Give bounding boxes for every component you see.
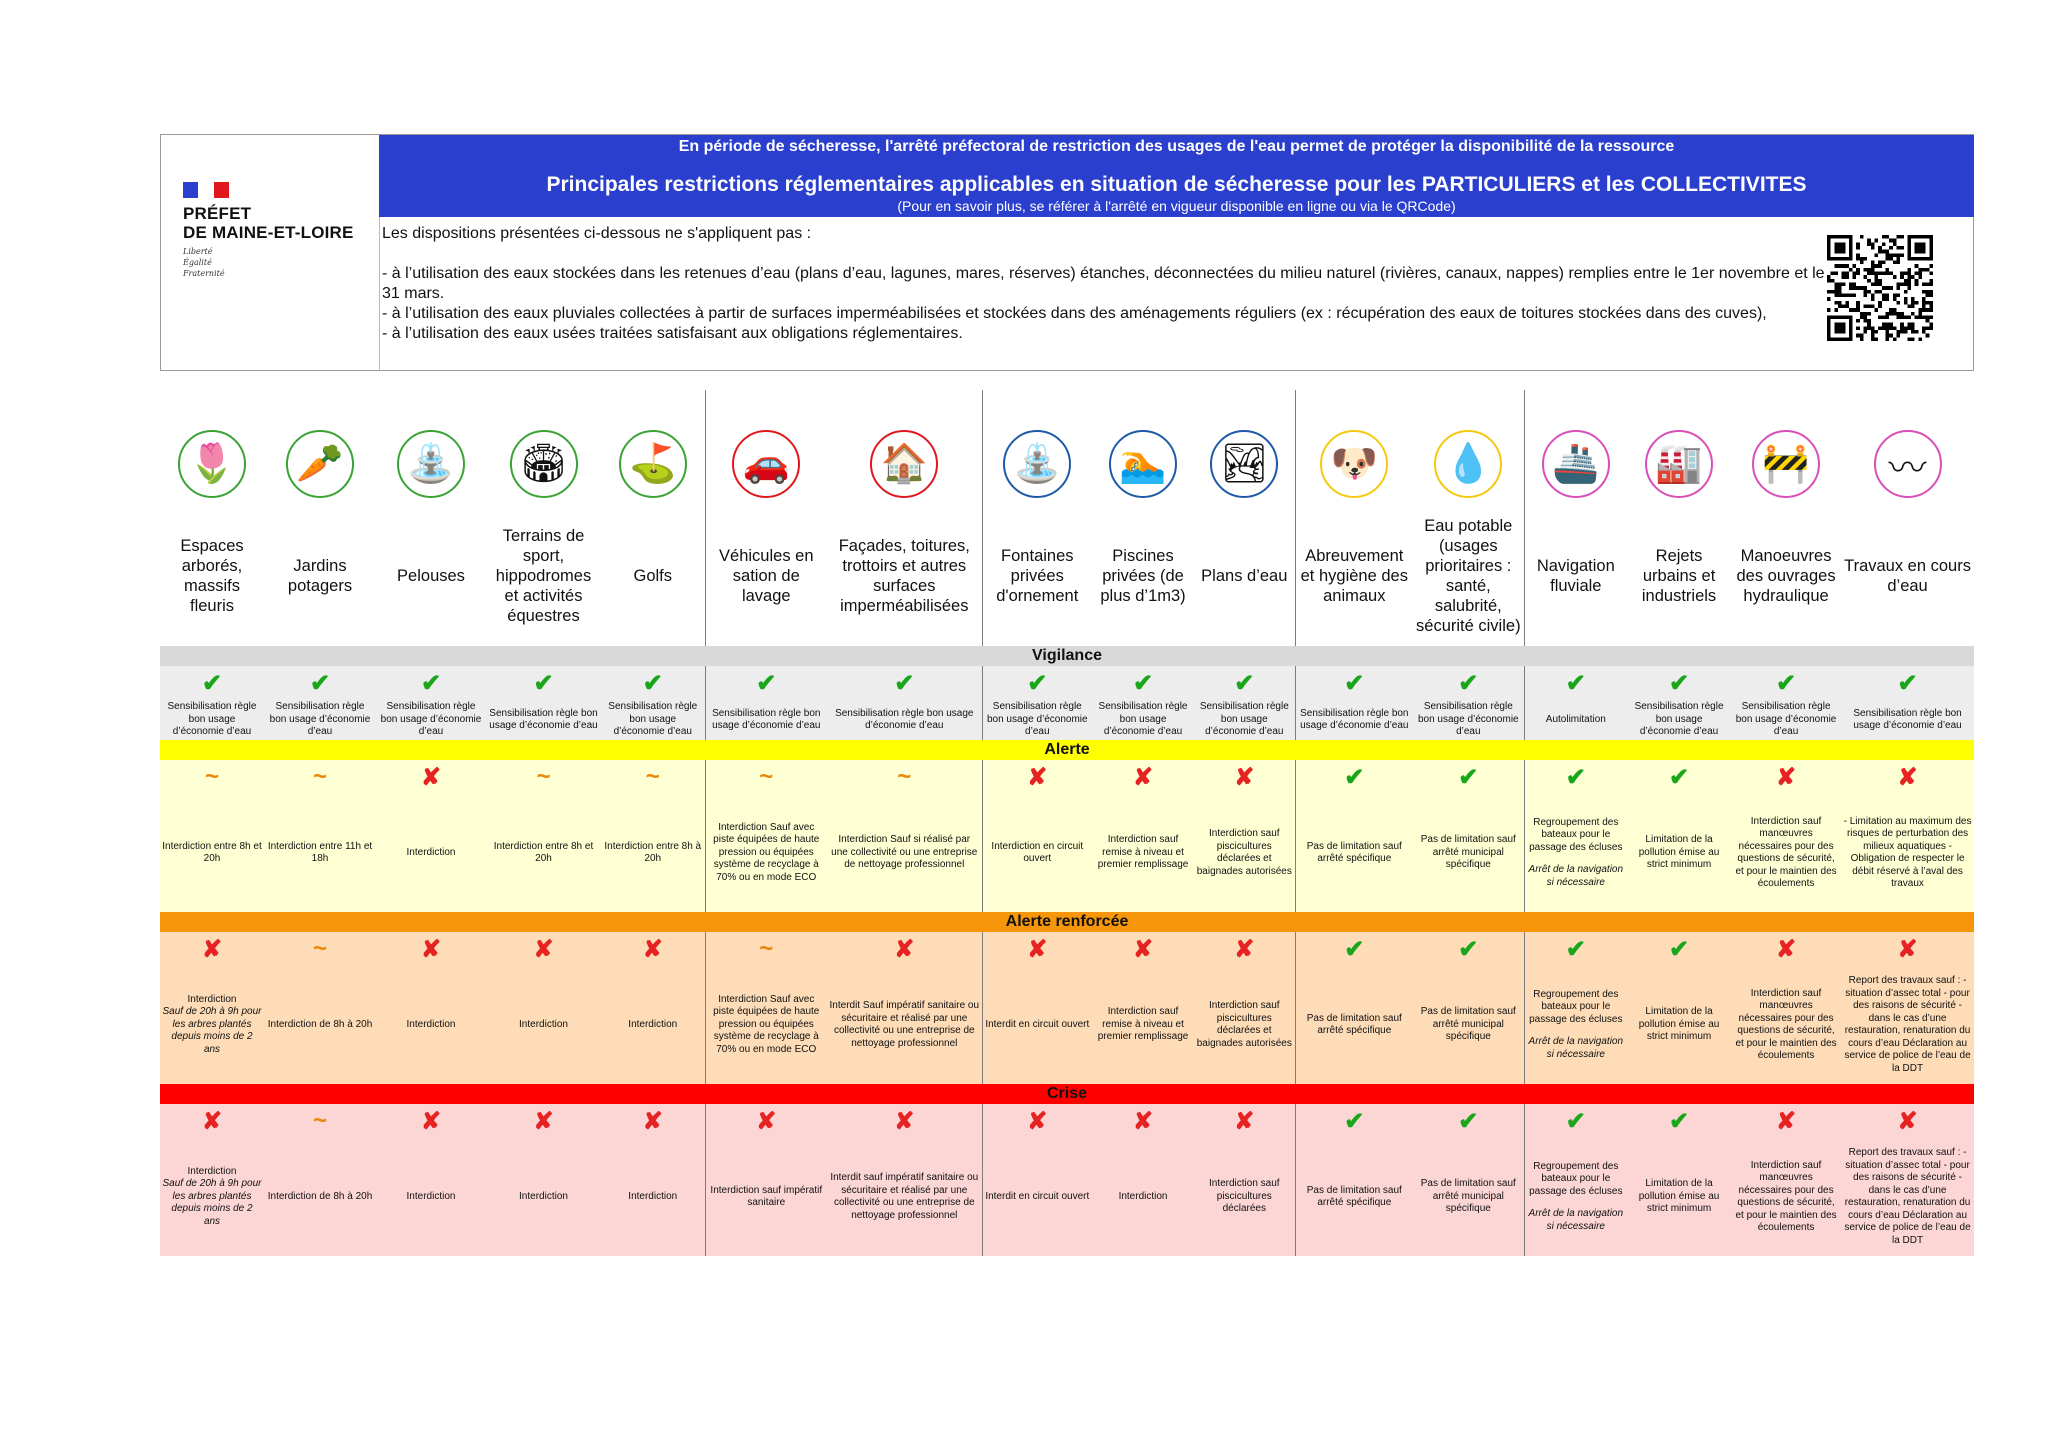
tilde-icon: ~ (264, 1104, 376, 1138)
cross-icon: ✘ (376, 1104, 486, 1138)
restriction-main: Interdiction (406, 846, 456, 858)
category-nettoyage (705, 390, 982, 422)
cross-icon: ✘ (705, 1104, 827, 1138)
cross-icon: ✘ (1731, 932, 1841, 966)
check-icon: ✔ (601, 666, 705, 700)
category-arrosage (160, 390, 705, 422)
tilde-icon: ~ (705, 760, 827, 794)
car-icon: 🚗 (732, 430, 800, 498)
restriction-text (1841, 700, 1974, 740)
french-flag-icon (183, 182, 229, 198)
tilde-icon: ~ (601, 760, 705, 794)
restriction-text (1413, 966, 1524, 1084)
restriction-main: Sensibilisation règle bon usage d’économie d’eau (167, 701, 257, 738)
restriction-text (1524, 1138, 1627, 1256)
devise-egalite: Égalité (183, 258, 212, 267)
column-label: Travaux en cours d’eau (1844, 557, 1971, 595)
check-icon: ✔ (1413, 1104, 1524, 1138)
restriction-text (705, 700, 827, 740)
check-icon: ✔ (376, 666, 486, 700)
column-label: Jardins potagers (287, 557, 353, 595)
cross-icon: ✘ (1841, 760, 1974, 794)
restriction-main: Interdiction entre 11h et 18h (267, 840, 373, 864)
cross-icon: ✘ (160, 932, 264, 966)
restriction-text (601, 1138, 705, 1256)
restriction-text (264, 794, 376, 912)
dispositions-intro: Les dispositions présentées ci-dessous ne s'appliquent pas : (382, 225, 812, 242)
restriction-text (160, 1138, 264, 1256)
header-panel (160, 134, 1974, 371)
restriction-main: Sensibilisation règle bon usage d’économie d’eau (1098, 701, 1188, 738)
restriction-exception: Sauf de 20h à 9h pour les arbres plantés depuis moins de 2 ans (162, 1006, 262, 1055)
icon-cell (1627, 422, 1731, 506)
icon-cell (486, 422, 601, 506)
restriction-main: Pas de limitation sauf arrêté spécifique (1306, 1012, 1402, 1036)
check-icon: ✔ (1413, 666, 1524, 700)
category-gestion-des-cours-d-eau (1524, 390, 1974, 422)
devise-fraternite: Fraternité (183, 269, 225, 278)
restriction-text (1524, 794, 1627, 912)
column-label: Piscines privées (de plus d’1m3) (1100, 547, 1186, 605)
restriction-main: Interdiction de 8h à 20h (267, 1018, 373, 1030)
restriction-exception: Arrêt de la navigation si nécessaire (1528, 864, 1624, 888)
column-label: Plans d’eau (1201, 567, 1288, 585)
restriction-main: Interdiction (519, 1018, 568, 1030)
banner-subtitle: En période de sécheresse, l'arrêté préfectoral de restriction des usages de l'eau permet de protéger la disponibilité de la ressource (678, 138, 1675, 155)
column-label: Terrains de sport, hippodromes et activités équestres (495, 527, 592, 625)
column-label: Rejets urbains et industriels (1641, 547, 1717, 605)
column-label: Eau potable (usages prioritaires : santé, salubrité, sécurité civile) (1416, 517, 1521, 635)
restriction-text (827, 966, 982, 1084)
restriction-main: Interdiction sauf piscicultures déclarées (1208, 1178, 1280, 1215)
icon-cell (1731, 422, 1841, 506)
icon-cell (1841, 422, 1974, 506)
level-band-crise: Crise (160, 1084, 1974, 1104)
restriction-text (1194, 966, 1295, 1084)
icon-cell (376, 422, 486, 506)
check-icon: ✔ (1194, 666, 1295, 700)
restriction-main: Interdit en circuit ouvert (985, 1190, 1090, 1202)
check-icon: ✔ (1627, 1104, 1731, 1138)
restriction-exception: Arrêt de la navigation si nécessaire (1528, 1208, 1624, 1232)
restriction-main: Regroupement des bateaux pour le passage des écluses (1529, 988, 1623, 1025)
restriction-text (486, 1138, 601, 1256)
column-label: Façades, toitures, trottoirs et autres surfaces imperméabilisées (838, 537, 970, 615)
qr-code-icon[interactable] (1827, 235, 1933, 341)
check-icon: ✔ (1627, 760, 1731, 794)
restriction-text (264, 966, 376, 1084)
restriction-main: Interdiction (406, 1190, 456, 1202)
restriction-main: Interdiction (1118, 1190, 1168, 1202)
level-band-vigilance: Vigilance (160, 646, 1974, 666)
prefet-department: DE MAINE-ET-LOIRE (183, 223, 354, 242)
restriction-main: Limitation de la pollution émise au strict minimum (1638, 1178, 1720, 1215)
restriction-main: Sensibilisation règle bon usage d’économie d’eau (1735, 701, 1837, 738)
restriction-text (264, 700, 376, 740)
restriction-text (1295, 700, 1413, 740)
restriction-text (486, 966, 601, 1084)
restriction-main: Interdiction sauf manœuvres nécessaires pour des questions de sécurité, et pour le maintien des écoulements (1735, 1159, 1837, 1233)
restriction-main: Interdiction (519, 1190, 568, 1202)
restriction-main: Sensibilisation règle bon usage d’économie d’eau (1199, 701, 1289, 738)
cross-icon: ✘ (601, 932, 705, 966)
restriction-main: Interdit Sauf impératif sanitaire ou sécuritaire et réalisé par une collectivité ou une entreprise de nettoyage professionnel (829, 1000, 980, 1049)
restriction-text (982, 966, 1092, 1084)
restriction-text (1627, 700, 1731, 740)
column-label: Fontaines privées d'ornement (982, 506, 1092, 646)
icon-cell (1524, 422, 1627, 506)
cross-icon: ✘ (982, 1104, 1092, 1138)
cross-icon: ✘ (982, 932, 1092, 966)
prefecture-logo (161, 135, 380, 370)
dog-icon: 🐶 (1320, 430, 1388, 498)
check-icon: ✔ (1413, 932, 1524, 966)
river-icon: 〰 (1874, 430, 1942, 498)
tilde-icon: ~ (705, 932, 827, 966)
restriction-main: Interdiction Sauf avec piste équipées de haute pression ou équipées système de recyclage à 70% ou en mode ECO (713, 821, 820, 883)
check-icon: ✔ (827, 666, 982, 700)
restriction-main: Interdiction Sauf avec piste équipées de haute pression ou équipées système de recyclage à 70% ou en mode ECO (713, 993, 820, 1055)
restriction-text (160, 794, 264, 912)
cross-icon: ✘ (486, 932, 601, 966)
tilde-icon: ~ (486, 760, 601, 794)
pond-icon: 🏞 (1210, 430, 1278, 498)
restriction-text (601, 966, 705, 1084)
cross-icon: ✘ (827, 932, 982, 966)
check-icon: ✔ (1524, 760, 1627, 794)
restriction-main: Regroupement des bateaux pour le passage des écluses (1529, 816, 1623, 853)
restriction-text (827, 1138, 982, 1256)
restriction-text (1194, 1138, 1295, 1256)
restriction-main: Report des travaux sauf : - situation d’assec total - pour des raisons de sécurité - dans le cas d’une restauration, renaturation du cours d’eau Déclaration au service de police de l’eau de la DDT (1844, 975, 1971, 1074)
disposition-item: - à l’utilisation des eaux stockées dans les retenues d’eau (plans d’eau, lagunes, mares, réserves) étanches, déconnectées du milieu naturel (rivières, canaux, nappes) remplies entre le 1er novembre et le 31 mars. (382, 265, 1825, 302)
restriction-exception: Sauf de 20h à 9h pour les arbres plantés depuis moins de 2 ans (162, 1178, 262, 1227)
cross-icon: ✘ (1092, 1104, 1194, 1138)
restriction-main: Interdit en circuit ouvert (985, 1018, 1090, 1030)
restriction-main: Sensibilisation règle bon usage d’économie d’eau (1853, 707, 1962, 731)
restriction-main: Autolimitation (1545, 713, 1606, 725)
check-icon: ✔ (1524, 666, 1627, 700)
restriction-main: Sensibilisation règle bon usage d’économie d’eau (489, 707, 598, 731)
restriction-text (827, 700, 982, 740)
restriction-main: Interdiction entre 8h à 20h (604, 840, 702, 864)
restriction-exception: Arrêt de la navigation si nécessaire (1528, 1036, 1624, 1060)
check-icon: ✔ (486, 666, 601, 700)
restriction-main: Pas de limitation sauf arrêté municipal spécifique (1420, 1006, 1516, 1043)
cross-icon: ✘ (601, 1104, 705, 1138)
check-icon: ✔ (160, 666, 264, 700)
restriction-text (1524, 700, 1627, 740)
restriction-text (264, 1138, 376, 1256)
restrictions-table (160, 390, 1974, 1256)
cross-icon: ✘ (1731, 760, 1841, 794)
tilde-icon: ~ (264, 932, 376, 966)
restriction-text (1092, 700, 1194, 740)
fountain-icon: ⛲ (1003, 430, 1071, 498)
restriction-main: Interdiction en circuit ouvert (991, 840, 1084, 864)
cross-icon: ✘ (486, 1104, 601, 1138)
restriction-main: Report des travaux sauf : - situation d’assec total - pour des raisons de sécurité - dans le cas d’une restauration, renaturation du cours d’eau Déclaration au service de police de l’eau de la DDT (1844, 1147, 1971, 1246)
restriction-main: Interdiction de 8h à 20h (267, 1190, 373, 1202)
restriction-main: Sensibilisation règle bon usage d’économie d’eau (1634, 701, 1724, 738)
restriction-main: Interdiction sauf remise à niveau et premier remplissage (1097, 1006, 1189, 1043)
check-icon: ✔ (1092, 666, 1194, 700)
icon-cell (1092, 422, 1194, 506)
check-icon: ✔ (1524, 932, 1627, 966)
cross-icon: ✘ (1194, 1104, 1295, 1138)
restriction-main: Interdiction (628, 1190, 678, 1202)
restriction-text (1731, 700, 1841, 740)
restriction-main: - Limitation au maximum des risques de perturbation des milieux aquatiques - Obligation de respecter le débit réservé à l’aval des travaux (1843, 815, 1972, 889)
restriction-main: Sensibilisation règle bon usage d’économie d’eau (835, 707, 974, 731)
restriction-text (160, 700, 264, 740)
column-label: Véhicules en sation de lavage (705, 506, 827, 646)
column-label: Navigation fluviale (1524, 506, 1627, 646)
restriction-text (1295, 1138, 1413, 1256)
tilde-icon: ~ (827, 760, 982, 794)
icon-cell (1194, 422, 1295, 506)
restriction-main: Interdiction sauf remise à niveau et premier remplissage (1097, 834, 1189, 871)
icon-cell (601, 422, 705, 506)
restriction-text (1413, 1138, 1524, 1256)
restriction-text (601, 794, 705, 912)
restriction-text (486, 700, 601, 740)
check-icon: ✔ (264, 666, 376, 700)
restriction-text (1627, 794, 1731, 912)
restriction-main: Interdiction (187, 993, 237, 1005)
restriction-text (1841, 966, 1974, 1084)
restriction-main: Limitation de la pollution émise au strict minimum (1638, 1006, 1720, 1043)
check-icon: ✔ (1295, 666, 1413, 700)
restriction-text (1295, 794, 1413, 912)
column-label: Pelouses (397, 567, 465, 585)
check-icon: ✔ (1841, 666, 1974, 700)
restriction-text (1092, 794, 1194, 912)
icon-cell (1295, 422, 1413, 506)
restriction-main: Pas de limitation sauf arrêté spécifique (1306, 840, 1402, 864)
tilde-icon: ~ (264, 760, 376, 794)
restriction-text (376, 794, 486, 912)
restriction-main: Pas de limitation sauf arrêté municipal spécifique (1420, 834, 1516, 871)
cross-icon: ✘ (1092, 932, 1194, 966)
restriction-text (601, 700, 705, 740)
discharge-icon: 🏭 (1645, 430, 1713, 498)
restriction-main: Interdiction sauf manœuvres nécessaires pour des questions de sécurité, et pour le maintien des écoulements (1735, 987, 1837, 1061)
cross-icon: ✘ (1194, 760, 1295, 794)
restriction-main: Interdiction sauf impératif sanitaire (710, 1184, 823, 1208)
ship-icon: 🚢 (1542, 430, 1610, 498)
devise (183, 246, 225, 279)
devise-liberte: Liberté (183, 247, 213, 256)
column-label: Manoeuvres des ouvrages hydraulique (1736, 547, 1836, 605)
banner-title: Principales restrictions réglementaires applicables en situation de sécheresse pour les PARTICULIERS et les COLLECTIVITES (546, 173, 1807, 196)
cross-icon: ✘ (160, 1104, 264, 1138)
category-remplissage (982, 390, 1295, 422)
check-icon: ✔ (1413, 760, 1524, 794)
icon-cell (827, 422, 982, 506)
prefet-title: PRÉFET (183, 204, 252, 223)
restriction-text (1731, 966, 1841, 1084)
cross-icon: ✘ (982, 760, 1092, 794)
restriction-text (1627, 966, 1731, 1084)
restriction-main: Sensibilisation règle bon usage d’économie d’eau (1300, 707, 1409, 731)
cross-icon: ✘ (376, 760, 486, 794)
restriction-main: Pas de limitation sauf arrêté municipal spécifique (1420, 1178, 1516, 1215)
cross-icon: ✘ (1841, 1104, 1974, 1138)
check-icon: ✔ (705, 666, 827, 700)
cross-icon: ✘ (827, 1104, 982, 1138)
icon-cell (264, 422, 376, 506)
house-icon: 🏠 (870, 430, 938, 498)
cross-icon: ✘ (1731, 1104, 1841, 1138)
restriction-text (982, 794, 1092, 912)
restriction-main: Regroupement des bateaux pour le passage des écluses (1529, 1160, 1623, 1197)
restriction-main: Sensibilisation règle bon usage d’économie d’eau (1417, 701, 1519, 738)
restriction-main: Pas de limitation sauf arrêté spécifique (1306, 1184, 1402, 1208)
restriction-text (982, 1138, 1092, 1256)
check-icon: ✔ (982, 666, 1092, 700)
restriction-main: Interdiction sauf piscicultures déclarées et baignades autorisées (1196, 828, 1292, 877)
restriction-text (376, 966, 486, 1084)
restriction-text (376, 700, 486, 740)
restriction-text (827, 794, 982, 912)
restriction-text (1627, 1138, 1731, 1256)
restriction-text (1731, 1138, 1841, 1256)
restriction-main: Interdiction (628, 1018, 678, 1030)
golf-icon: ⛳ (619, 430, 687, 498)
restriction-text (1413, 700, 1524, 740)
restriction-text (1194, 700, 1295, 740)
check-icon: ✔ (1627, 932, 1731, 966)
cross-icon: ✘ (1841, 932, 1974, 966)
icon-cell (705, 422, 827, 506)
restriction-text (1413, 794, 1524, 912)
restriction-main: Interdiction entre 8h et 20h (162, 840, 262, 864)
category-alimentation (1295, 390, 1524, 422)
restriction-text (1841, 1138, 1974, 1256)
disposition-item: - à l’utilisation des eaux pluviales collectées à partir de surfaces imperméabilisées et stockées dans des aménagements réguliers (ex : récupération des eaux de toitures stockées dans des cuves), (382, 305, 1767, 322)
restriction-text (1524, 966, 1627, 1084)
check-icon: ✔ (1295, 1104, 1413, 1138)
column-label: Golfs (633, 567, 673, 585)
restriction-main: Sensibilisation règle bon usage d’économie d’eau (380, 701, 482, 738)
restriction-main: Interdiction (406, 1018, 456, 1030)
restriction-text (1731, 794, 1841, 912)
column-label: Espaces arborés, massifs fleuris (180, 537, 244, 615)
restriction-main: Interdiction sauf piscicultures déclarées et baignades autorisées (1196, 1000, 1292, 1049)
restriction-text (1092, 966, 1194, 1084)
restriction-main: Limitation de la pollution émise au strict minimum (1638, 834, 1720, 871)
disposition-item: - à l’utilisation des eaux usées traitées satisfaisant aux obligations réglementaires. (382, 325, 963, 342)
check-icon: ✔ (1524, 1104, 1627, 1138)
cross-icon: ✘ (1092, 760, 1194, 794)
water-drop-icon: 💧 (1434, 430, 1502, 498)
title-banner (379, 135, 1974, 217)
restriction-text (1295, 966, 1413, 1084)
restriction-text (1841, 794, 1974, 912)
restriction-text (486, 794, 601, 912)
restriction-main: Interdiction sauf manœuvres nécessaires pour des questions de sécurité, et pour le maintien des écoulements (1735, 815, 1837, 889)
tilde-icon: ~ (160, 760, 264, 794)
tulip-icon: 🌷 (178, 430, 246, 498)
swimmer-icon: 🏊 (1109, 430, 1177, 498)
icon-cell (160, 422, 264, 506)
restriction-main: Sensibilisation règle bon usage d’économie d’eau (269, 701, 371, 738)
restriction-text (1092, 1138, 1194, 1256)
dispositions-text (382, 224, 1827, 344)
cross-icon: ✘ (376, 932, 486, 966)
check-icon: ✔ (1731, 666, 1841, 700)
carrot-icon: 🥕 (286, 430, 354, 498)
level-band-alerte: Alerte (160, 740, 1974, 760)
restriction-text (705, 1138, 827, 1256)
restriction-main: Sensibilisation règle bon usage d’économie d’eau (986, 701, 1088, 738)
dam-icon: 🚧 (1752, 430, 1820, 498)
restriction-main: Interdiction Sauf si réalisé par une collectivité ou une entreprise de nettoyage professionnel (831, 834, 978, 871)
cross-icon: ✘ (1194, 932, 1295, 966)
restriction-text (1194, 794, 1295, 912)
restriction-text (160, 966, 264, 1084)
sprinkler-icon: ⛲ (397, 430, 465, 498)
restriction-main: Interdit sauf impératif sanitaire ou sécuritaire et réalisé par une collectivité ou une entreprise de nettoyage professionnel (830, 1172, 979, 1221)
column-label: Abreuvement et hygiène des animaux (1295, 506, 1413, 646)
restriction-main: Sensibilisation règle bon usage d’économie d’eau (712, 707, 821, 731)
restriction-text (982, 700, 1092, 740)
restriction-text (705, 794, 827, 912)
check-icon: ✔ (1295, 932, 1413, 966)
level-band-alerte-renforcée: Alerte renforcée (160, 912, 1974, 932)
banner-note: (Pour en savoir plus, se référer à l'arrêté en vigueur disponible en ligne ou via le QRCode) (897, 198, 1456, 214)
restriction-text (705, 966, 827, 1084)
check-icon: ✔ (1295, 760, 1413, 794)
sports-field-icon: 🏟 (510, 430, 578, 498)
restriction-main: Sensibilisation règle bon usage d’économie d’eau (608, 701, 698, 738)
restriction-text (376, 1138, 486, 1256)
icon-cell (982, 422, 1092, 506)
check-icon: ✔ (1627, 666, 1731, 700)
restriction-main: Interdiction (187, 1165, 237, 1177)
icon-cell (1413, 422, 1524, 506)
restriction-main: Interdiction entre 8h et 20h (493, 840, 594, 864)
